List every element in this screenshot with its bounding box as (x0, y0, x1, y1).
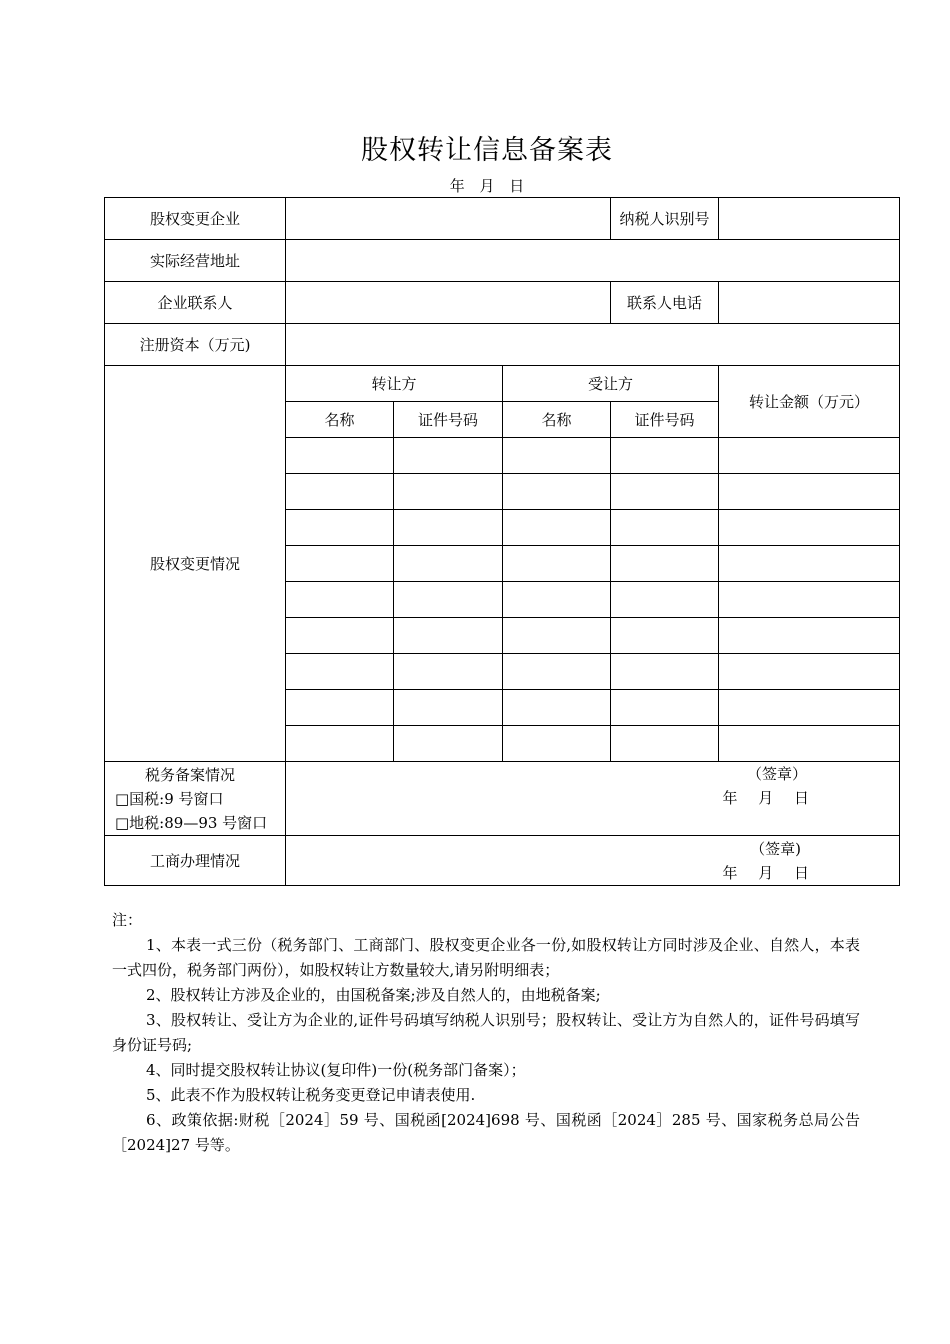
note-item: 5、此表不作为股权转让税务变更登记申请表使用. (146, 1086, 476, 1104)
transferee-name-cell[interactable] (503, 474, 611, 510)
transferor-name-cell[interactable] (286, 510, 394, 546)
amount-cell[interactable] (719, 438, 900, 474)
transferee-name-cell[interactable] (503, 654, 611, 690)
transferor-id-cell[interactable] (394, 654, 503, 690)
company-value[interactable] (286, 198, 611, 240)
transferee-id-cell[interactable] (611, 618, 719, 654)
note-item: 3、股权转让、受让方为企业的,证件号码填写纳税人识别号；股权转让、受让方为自然人的，证件号码填写身份证号码; (112, 1011, 860, 1054)
transfer-header-row (105, 366, 900, 402)
transferee-id-cell[interactable] (611, 546, 719, 582)
amount-cell[interactable] (719, 474, 900, 510)
tax-signature-cell[interactable] (286, 762, 900, 836)
transferee-name-cell[interactable] (503, 546, 611, 582)
transferor-name-cell[interactable] (286, 438, 394, 474)
contact-row (105, 282, 900, 324)
transferee-name-cell[interactable] (503, 438, 611, 474)
capital-value[interactable] (286, 324, 900, 366)
amount-cell[interactable] (719, 690, 900, 726)
contact-label: 企业联系人 (105, 282, 286, 324)
amount-cell[interactable] (719, 726, 900, 762)
tax-date: 年 月 日 (722, 789, 810, 807)
transferee-name-cell[interactable] (503, 582, 611, 618)
taxpayer-id-value[interactable] (719, 198, 900, 240)
amount-cell[interactable] (719, 582, 900, 618)
business-signature (722, 837, 810, 885)
amount-cell[interactable] (719, 618, 900, 654)
transferor-name-cell[interactable] (286, 654, 394, 690)
note-item: 1、本表一式三份（税务部门、工商部门、股权变更企业各一份,如股权转让方同时涉及企业、自然人，本表一式四份，税务部门两份），如股权转让方数量较大,请另附明细表； (112, 936, 860, 979)
business-signature-cell[interactable] (286, 836, 900, 886)
amount-cell[interactable] (719, 546, 900, 582)
amount-label: 转让金额（万元） (719, 366, 900, 438)
address-label: 实际经营地址 (105, 240, 286, 282)
transferee-id-cell[interactable] (611, 690, 719, 726)
transfer-section-label: 股权变更情况 (105, 366, 286, 762)
local-tax-option[interactable]: □地税:89—93 号窗口 (115, 813, 268, 832)
transferee-id-cell[interactable] (611, 510, 719, 546)
form-date: 年 月 日 (449, 177, 525, 195)
business-row (105, 836, 900, 886)
tax-row (105, 762, 900, 836)
national-tax-option[interactable]: □国税:9 号窗口 (115, 789, 224, 808)
transferor-name-cell[interactable] (286, 726, 394, 762)
transferor-name-cell[interactable] (286, 582, 394, 618)
transferor-id-cell[interactable] (394, 618, 503, 654)
transferee-id-cell[interactable] (611, 726, 719, 762)
notes-heading: 注： (112, 911, 143, 929)
transferee-name-cell[interactable] (503, 510, 611, 546)
amount-cell[interactable] (719, 510, 900, 546)
transferor-id-label: 证件号码 (394, 402, 503, 438)
transferee-id-cell[interactable] (611, 654, 719, 690)
contact-value[interactable] (286, 282, 611, 324)
capital-row (105, 324, 900, 366)
transferee-id-cell[interactable] (611, 474, 719, 510)
form-title: 股权转让信息备案表 (361, 135, 613, 166)
business-date: 年 月 日 (722, 864, 810, 882)
transferor-label: 转让方 (286, 366, 503, 402)
business-label: 工商办理情况 (105, 836, 286, 886)
transferor-name-cell[interactable] (286, 690, 394, 726)
tax-seal: （签章） (747, 765, 808, 783)
transferee-id-label: 证件号码 (611, 402, 719, 438)
filing-form-table (104, 197, 900, 886)
notes-section (112, 908, 860, 1158)
transferor-name-cell[interactable] (286, 474, 394, 510)
company-row (105, 198, 900, 240)
transferee-name-cell[interactable] (503, 618, 611, 654)
transferee-name-cell[interactable] (503, 690, 611, 726)
note-item: 6、政策依据:财税［2024］59 号、国税函[2024]698 号、国税函［2024］285 号、国家税务总局公告［2024]27 号等。 (112, 1111, 860, 1154)
transferor-id-cell[interactable] (394, 726, 503, 762)
transferor-id-cell[interactable] (394, 474, 503, 510)
transferor-name-cell[interactable] (286, 546, 394, 582)
company-label: 股权变更企业 (105, 198, 286, 240)
address-value[interactable] (286, 240, 900, 282)
note-item: 2、股权转让方涉及企业的，由国税备案;涉及自然人的，由地税备案; (146, 986, 601, 1004)
amount-cell[interactable] (719, 654, 900, 690)
transferor-name-cell[interactable] (286, 618, 394, 654)
transferor-id-cell[interactable] (394, 438, 503, 474)
transferee-id-cell[interactable] (611, 438, 719, 474)
address-row (105, 240, 900, 282)
tax-label-cell (105, 762, 286, 836)
transferor-id-cell[interactable] (394, 546, 503, 582)
transferee-id-cell[interactable] (611, 582, 719, 618)
note-item: 4、同时提交股权转让协议(复印件)一份(税务部门备案）； (146, 1061, 526, 1079)
tax-title: 税务备案情况 (145, 765, 236, 784)
transferor-id-cell[interactable] (394, 582, 503, 618)
transferee-name-label: 名称 (503, 402, 611, 438)
transferor-id-cell[interactable] (394, 690, 503, 726)
transferor-id-cell[interactable] (394, 510, 503, 546)
taxpayer-id-label: 纳税人识别号 (611, 198, 719, 240)
phone-label: 联系人电话 (611, 282, 719, 324)
transferee-name-cell[interactable] (503, 726, 611, 762)
business-seal: （签章) (750, 840, 802, 858)
tax-signature (722, 762, 810, 810)
transferee-label: 受让方 (503, 366, 719, 402)
capital-label: 注册资本（万元) (105, 324, 286, 366)
transferor-name-label: 名称 (286, 402, 394, 438)
phone-value[interactable] (719, 282, 900, 324)
